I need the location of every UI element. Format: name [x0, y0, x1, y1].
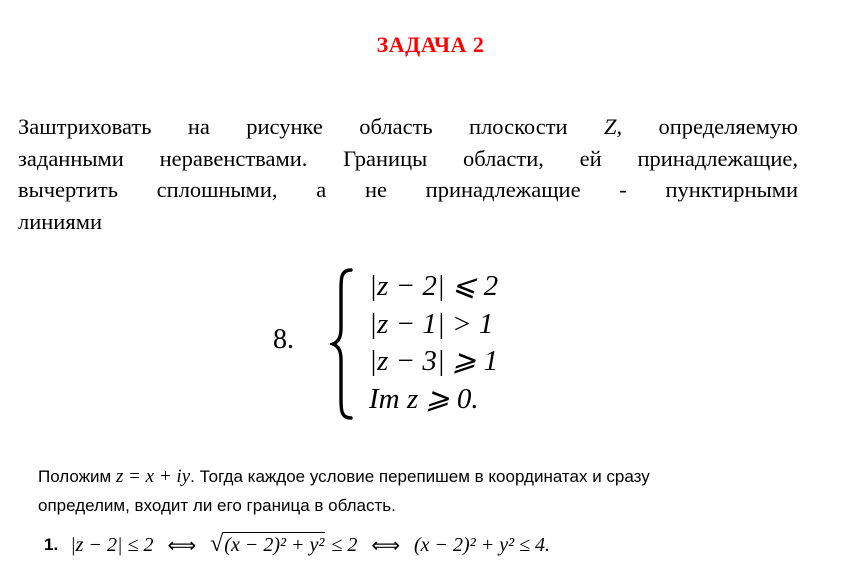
solution-text: . Тогда каждое условие перепишем в координатах и сразу [190, 467, 650, 486]
step-number: 1. [44, 535, 59, 554]
condition-4: Im z ⩾ 0. [369, 382, 479, 415]
inequality-system [369, 268, 498, 418]
left-brace [330, 268, 356, 420]
task-title: ЗАДАЧА 2 [376, 32, 485, 57]
condition-3: |z − 3| ⩾ 1 [369, 345, 499, 377]
plane-variable: Z [603, 114, 617, 139]
equivalence-arrow: ⟺ [167, 534, 197, 557]
solution-paragraph [38, 462, 838, 520]
step-rhs: (x − 2)² + y² ≤ 4. [414, 533, 551, 556]
step-lhs: |z − 2| ≤ 2 [70, 533, 154, 556]
task-text: Заштриховать на рисунке область плоскости [18, 114, 604, 139]
task-statement [18, 111, 798, 237]
substitution-formula: z = x + iy [115, 466, 191, 487]
solution-line [38, 462, 838, 491]
radicand: (x − 2)² + y² [224, 534, 325, 556]
task-line: заданными неравенствами. Границы области, ей принадлежащие, [18, 145, 798, 171]
condition-2: |z − 1| > 1 [369, 307, 494, 340]
condition-1: |z − 2| ⩽ 2 [369, 270, 499, 302]
system-number: 8. [273, 324, 294, 355]
task-line: линиями [18, 208, 102, 234]
solution-step-1 [44, 528, 550, 562]
radical-sign: √ [210, 531, 224, 557]
equivalence-arrow: ⟺ [371, 534, 401, 557]
solution-line: определим, входит ли его граница в область. [38, 496, 396, 515]
task-line: вычертить сплошными, а не принадлежащие - пунктирными [18, 177, 798, 202]
task-line [18, 111, 798, 143]
step-middle-tail: ≤ 2 [331, 533, 358, 556]
task-text: , определяемую [616, 114, 798, 139]
square-root [210, 532, 325, 558]
solution-text: Положим [38, 467, 116, 486]
